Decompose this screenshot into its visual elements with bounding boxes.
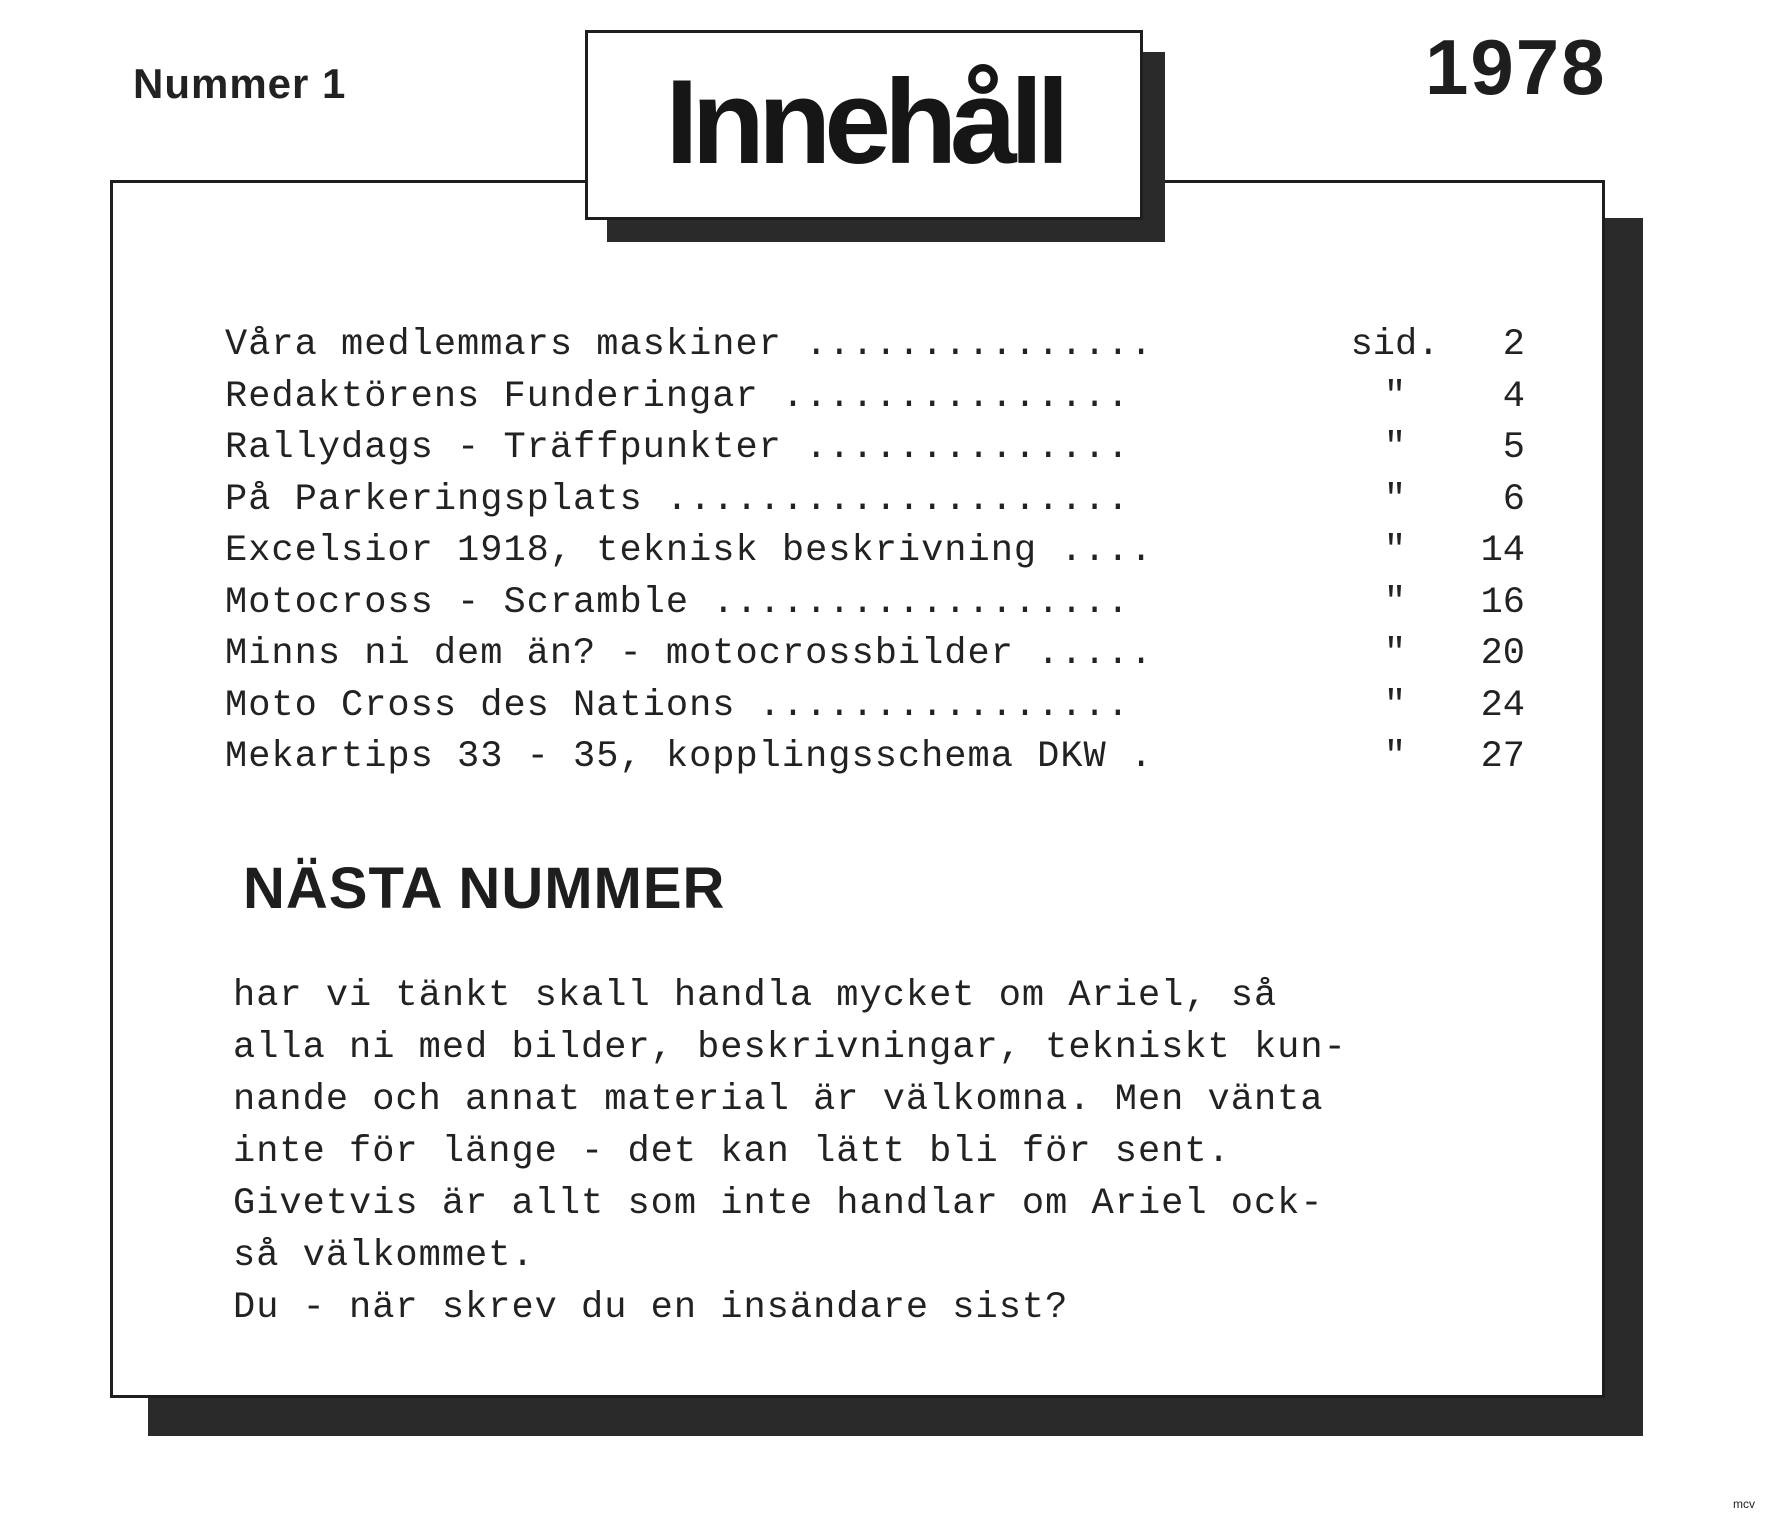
- toc-ditto-mark: ": [1383, 736, 1407, 778]
- toc-page-number: 4: [1502, 375, 1525, 418]
- paragraph-line: har vi tänkt skall handla mycket om Ariel, så: [233, 975, 1278, 1017]
- table-of-contents: [225, 320, 1545, 784]
- title-box: [585, 30, 1143, 220]
- toc-page-number: 24: [1480, 684, 1525, 727]
- issue-year: 1978: [1425, 23, 1607, 111]
- toc-entry-title: Minns ni dem än? - motocrossbilder .....: [225, 633, 1154, 675]
- toc-row: [225, 423, 1545, 475]
- paragraph-line: så välkommet.: [233, 1235, 535, 1277]
- toc-row: [225, 681, 1545, 733]
- toc-row: [225, 372, 1545, 424]
- toc-ditto-mark: ": [1383, 427, 1407, 469]
- toc-row: [225, 578, 1545, 630]
- toc-page-prefix: sid.: [1350, 324, 1440, 366]
- toc-ditto-mark: ": [1383, 581, 1407, 624]
- toc-entry-title: Redaktörens Funderingar ...............: [225, 375, 1130, 418]
- paragraph-line: alla ni med bilder, beskrivningar, tekniskt kun-: [233, 1027, 1347, 1069]
- toc-entry-title: Motocross - Scramble ..................: [225, 581, 1130, 624]
- page-title: Innehåll: [665, 55, 1063, 189]
- toc-entry-title: Våra medlemmars maskiner ...............: [225, 324, 1154, 366]
- issue-number: Nummer 1: [133, 60, 347, 107]
- toc-page-number: 20: [1480, 633, 1525, 675]
- toc-entry-title: På Parkeringsplats ....................: [225, 478, 1130, 521]
- next-issue-text: [233, 970, 1553, 1334]
- toc-row: [225, 629, 1545, 681]
- toc-ditto-mark: ": [1383, 633, 1407, 675]
- toc-page-number: 14: [1480, 530, 1525, 572]
- toc-entry-title: Rallydags - Träffpunkter ..............: [225, 427, 1130, 469]
- toc-entry-title: Mekartips 33 - 35, kopplingsschema DKW .: [225, 736, 1154, 778]
- toc-ditto-mark: ": [1383, 478, 1407, 521]
- corner-mark: mcv: [1733, 1497, 1755, 1511]
- paragraph-line: Du - när skrev du en insändare sist?: [233, 1287, 1069, 1329]
- toc-entry-title: Excelsior 1918, teknisk beskrivning ....: [225, 530, 1154, 572]
- toc-row: [225, 475, 1545, 527]
- toc-entry-title: Moto Cross des Nations ................: [225, 684, 1130, 727]
- toc-page-number: 6: [1502, 478, 1525, 521]
- toc-page-number: 16: [1480, 581, 1525, 624]
- paragraph-line: Givetvis är allt som inte handlar om Ariel ock-: [233, 1183, 1324, 1225]
- toc-ditto-mark: ": [1383, 375, 1407, 418]
- toc-page-number: 2: [1502, 324, 1525, 366]
- toc-row: [225, 320, 1545, 372]
- paragraph-line: inte för länge - det kan lätt bli för sent.: [233, 1131, 1231, 1173]
- toc-ditto-mark: ": [1383, 684, 1407, 727]
- toc-ditto-mark: ": [1383, 530, 1407, 572]
- paragraph-line: nande och annat material är välkomna. Men vänta: [233, 1079, 1324, 1121]
- toc-page-number: 27: [1480, 736, 1525, 778]
- next-issue-heading: NÄSTA NUMMER: [243, 856, 726, 921]
- toc-row: [225, 732, 1545, 784]
- toc-row: [225, 526, 1545, 578]
- toc-page-number: 5: [1502, 427, 1525, 469]
